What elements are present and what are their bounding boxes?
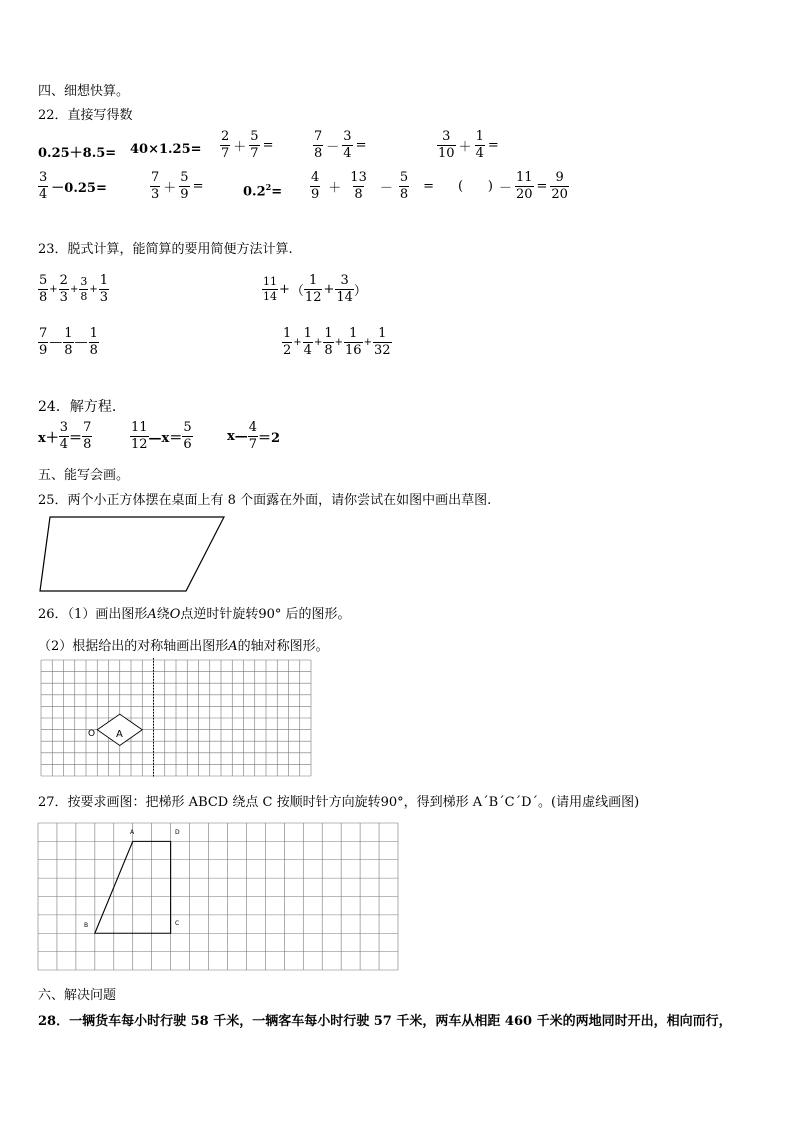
- q23-e3: $\frac{7}{9}$ — $\frac{1}{8}$ — $\frac{1}{8}$: [39, 326, 98, 358]
- q22-r1-e2: 40×1.25=: [130, 142, 202, 157]
- q22-r1-e3: $\frac{2}{7}$ ＋ $\frac{5}{7}$ =: [221, 129, 274, 161]
- q26-label-a: A: [116, 729, 123, 740]
- q26-label-o: O: [88, 729, 96, 739]
- q22-r2-e3: $0.2^2=$: [243, 182, 283, 200]
- q27-label-c: C: [175, 920, 180, 927]
- q23-title: 23．脱式计算，能简算的要用简便方法计算.: [38, 242, 293, 257]
- q22-r1-e1: 0.25＋8.5=: [38, 146, 117, 161]
- q26-grid: [41, 660, 313, 778]
- q22-r2-e5: ( ) － $\frac{11}{20}$ = $\frac{9}{20}$: [458, 170, 568, 202]
- q24-e3: x— $\frac{4}{7}$ ＝2: [227, 420, 281, 452]
- q22-r2-e4: $\frac{4}{9}$ ＋ $\frac{13}{8}$ － $\frac{5}{8}$ =: [311, 170, 435, 202]
- q27-grid: [38, 823, 398, 971]
- q27-label-b: B: [84, 922, 89, 929]
- q24-e1: x＋ $\frac{3}{4}$ ＝ $\frac{7}{8}$: [38, 420, 92, 452]
- q22-title: 22．直接写得数: [38, 108, 133, 123]
- q25-parallelogram: [38, 515, 238, 595]
- q26-line2: （2）根据给出的对称轴画出图形𝐴的轴对称图形。: [38, 639, 329, 654]
- q23-e2: $\frac{11}{14}$ + （ $\frac{1}{12}$ + $\frac{3}{14}$ ）: [263, 273, 367, 305]
- section5-title: 五、能写会画。: [38, 468, 130, 483]
- q27-label-a: A: [130, 829, 135, 836]
- q24-e2: $\frac{11}{12}$ —x＝ $\frac{5}{6}$: [131, 420, 192, 452]
- q22-r2-e1: $\frac{3}{4}$ －0.25=: [39, 170, 107, 202]
- section4-title: 四、细想快算。: [38, 84, 130, 99]
- section6-title: 六、解决问题: [38, 988, 117, 1003]
- q22-r1-e4: $\frac{7}{8}$ － $\frac{3}{4}$ =: [314, 129, 367, 161]
- q24-title: 24．解方程.: [38, 399, 117, 415]
- q23-e1: $\frac{5}{8}$ + $\frac{2}{3}$ + $\frac{3}{8}$ + $\frac{1}{3}$: [39, 273, 109, 305]
- q22-r1-e5: $\frac{3}{10}$ ＋ $\frac{1}{4}$ =: [438, 129, 499, 161]
- q25-text: 25．两个小正方体摆在桌面上有 8 个面露在外面，请你尝试在如图中画出草图.: [38, 493, 492, 508]
- q26-line1: 26．（1）画出图形𝐴绕𝑂点逆时针旋转90° 后的图形。: [38, 607, 351, 622]
- q23-e4: $\frac{1}{2}$ + $\frac{1}{4}$ + $\frac{1}{8}$ + $\frac{1}{16}$ + $\frac{1}{32}$: [283, 326, 391, 358]
- q27-label-d: D: [175, 829, 180, 836]
- q27-text: 27．按要求画图：把梯形 ABCD 绕点 C 按顺时针方向旋转90°，得到梯形 A´B´C´D´。(请用虚线画图): [38, 795, 640, 810]
- q22-r2-e2: $\frac{7}{3}$ ＋ $\frac{5}{9}$ =: [151, 170, 204, 202]
- q28-text: 28．一辆货车每小时行驶 58 千米，一辆客车每小时行驶 57 千米，两车从相距 460 千米的两地同时开出，相向而行，: [38, 1014, 732, 1029]
